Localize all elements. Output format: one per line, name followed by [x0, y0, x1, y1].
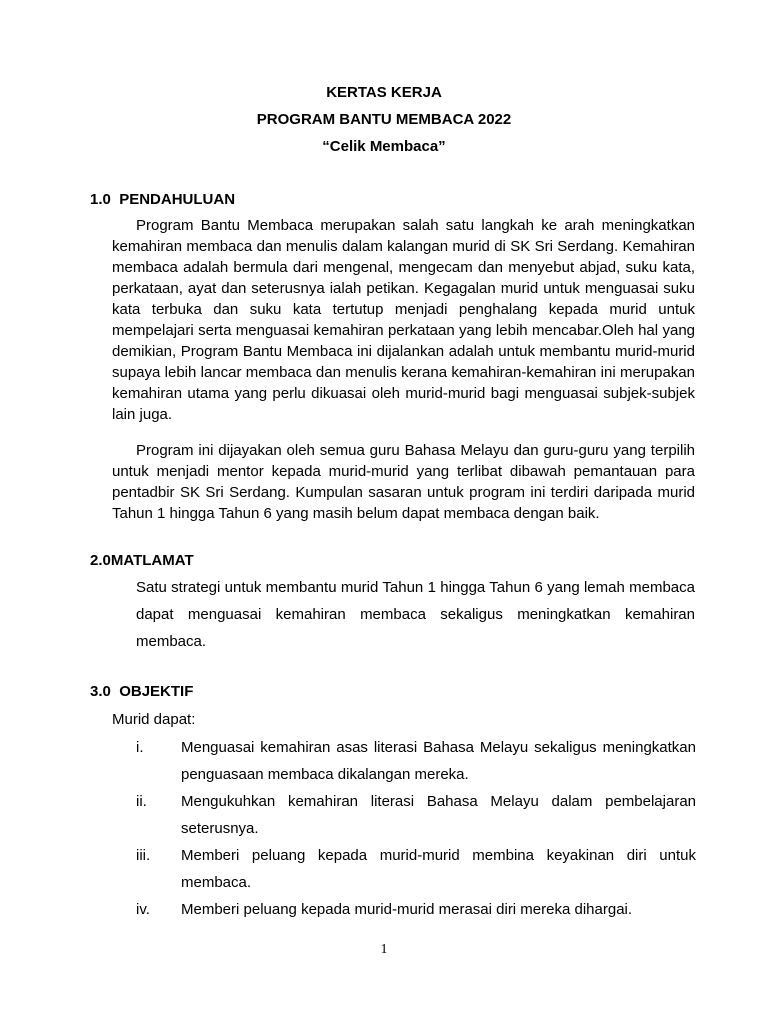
- section-2-number: 2.0: [90, 552, 111, 569]
- section-1-paragraph-2: Program ini dijayakan oleh semua guru Bahasa Melayu dan guru-guru yang terpilih untuk menjadi mentor kepada murid-murid yang terlibat dibawah pemantauan para pentadbir SK Sri Serdang. Kumpulan sasaran untuk program ini terdiri daripada murid Tahun 1 hingga Tahun 6 yang masih belum dapat membaca dengan baik.: [112, 442, 695, 522]
- objective-text: Memberi peluang kepada murid-murid membina keyakinan diri untuk membaca.: [181, 847, 696, 891]
- section-3-number: 3.0: [90, 683, 111, 700]
- document-title: KERTAS KERJA: [326, 84, 442, 101]
- section-3-title: OBJEKTIF: [119, 683, 194, 700]
- program-tagline: “Celik Membaca”: [322, 138, 446, 155]
- objective-text: Memberi peluang kepada murid-murid merasai diri mereka dihargai.: [181, 901, 633, 918]
- section-2-heading: [90, 552, 194, 570]
- section-1-title: PENDAHULUAN: [119, 191, 236, 208]
- section-2-paragraph: Satu strategi untuk membantu murid Tahun 1 hingga Tahun 6 yang lemah membaca dapat menguasai kemahiran membaca sekaligus meningkatkan kemahiran membaca.: [136, 579, 695, 650]
- section-1-number: 1.0: [90, 191, 111, 208]
- objective-number: iv.: [136, 901, 150, 918]
- objective-text: Menguasai kemahiran asas literasi Bahasa Melayu sekaligus meningkatkan penguasaan membaca dikalangan mereka.: [181, 739, 696, 783]
- objective-number: iii.: [136, 847, 151, 864]
- program-title: PROGRAM BANTU MEMBACA 2022: [256, 111, 512, 128]
- section-1-heading: [90, 191, 235, 209]
- objective-intro: Murid dapat:: [112, 711, 196, 728]
- page-number: 1: [380, 942, 388, 957]
- section-3-heading: [90, 683, 193, 701]
- objective-number: ii.: [136, 793, 147, 810]
- objective-text: Mengukuhkan kemahiran literasi Bahasa Melayu dalam pembelajaran seterusnya.: [181, 793, 696, 837]
- section-1-paragraph-1: Program Bantu Membaca merupakan salah satu langkah ke arah meningkatkan kemahiran membaca dan menulis dalam kalangan murid di SK Sri Serdang. Kemahiran membaca adalah bermula dari mengenal, mengecam dan menyebut abjad, suku kata, perkataan, ayat dan seterusnya ialah petikan. Kegagalan murid untuk menguasai suku kata terbuka dan suku kata tertutup menjadi penghalang kepada murid untuk mempelajari serta menguasai kemahiran perkataan yang lebih mencabar.Oleh hal yang demikian, Program Bantu Membaca ini dijalankan adalah untuk membantu murid-murid supaya lebih lancar membaca dan menulis kerana kemahiran-kemahiran ini merupakan kemahiran utama yang perlu dikuasai oleh murid-murid bagi menguasai subjek-subjek lain juga.: [112, 217, 695, 423]
- section-2-title: MATLAMAT: [110, 552, 194, 569]
- objective-number: i.: [136, 739, 144, 756]
